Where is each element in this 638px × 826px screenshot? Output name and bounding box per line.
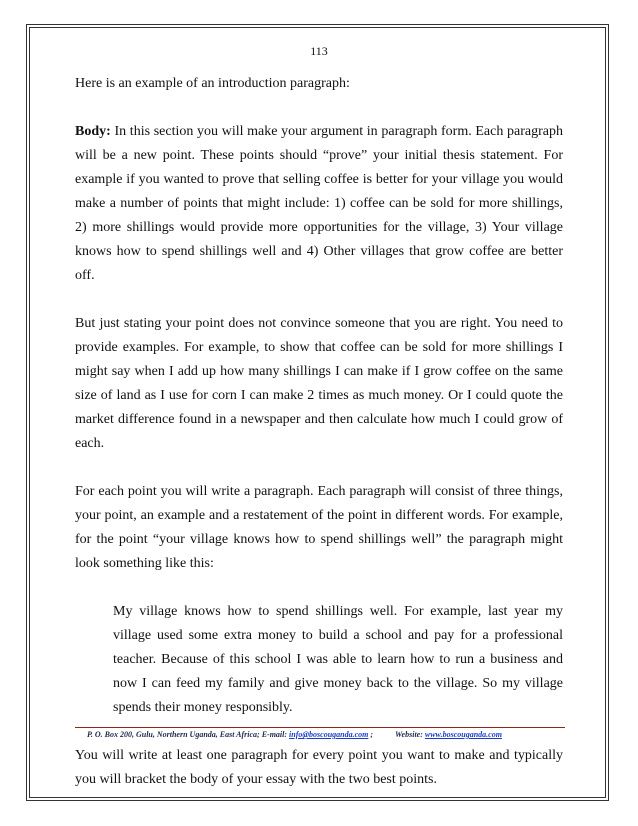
example-quote-paragraph: My village knows how to spend shillings well. For example, last year my village used some extra money to build a school and pay for a professional teacher. Because of this school I was able to learn how to run a business and now I can feed my family and give money back to the village. So my village spends their money responsibly.	[113, 604, 563, 715]
footer-website-label: Website:	[395, 730, 425, 739]
footer-email-link[interactable]: info@boscouganda.com	[289, 730, 369, 739]
page-number: 113	[310, 44, 328, 58]
stating-paragraph: But just stating your point does not convince someone that you are right. You need to provide examples. For example, to show that coffee can be sold for more shillings I might say when I add up how many shillings I can make if I grow coffee on the same size of land as I use for corn I can make 2 times as much money. Or I could quote the market difference found in a newspaper and then calculate how much I could grow of each.	[75, 316, 563, 451]
document-body	[75, 72, 563, 816]
intro-paragraph: Here is an example of an introduction paragraph:	[75, 76, 350, 91]
footer-address: P. O. Box 200, Gulu, Northern Uganda, East Africa; E-mail:	[87, 730, 290, 739]
body-text: In this section you will make your argument in paragraph form. Each paragraph will be a new point. These points should “prove” your initial thesis statement. For example if you wanted to prove that selling coffee is better for your village you would make a number of points that might include: 1) coffee can be sold for more shillings, 2) more shillings would provide more opportunities for the village, 3) Your village knows how to spend shillings well and 4) Other villages that grow coffee are better off.	[75, 124, 563, 283]
page-footer	[87, 730, 557, 739]
body-heading: Body:	[75, 124, 111, 139]
closing-paragraph: You will write at least one paragraph for every point you want to make and typically you will bracket the body of your essay with the two best points.	[75, 748, 563, 787]
footer-divider	[75, 727, 565, 728]
footer-website-link[interactable]: www.boscouganda.com	[424, 730, 502, 739]
footer-separator: ;	[368, 730, 374, 739]
each-point-paragraph: For each point you will write a paragraph. Each paragraph will consist of three things, your point, an example and a restatement of the point in different words. For example, for the point “your village knows how to spend shillings well” the paragraph might look something like this:	[75, 484, 563, 571]
body-paragraph	[75, 120, 563, 288]
